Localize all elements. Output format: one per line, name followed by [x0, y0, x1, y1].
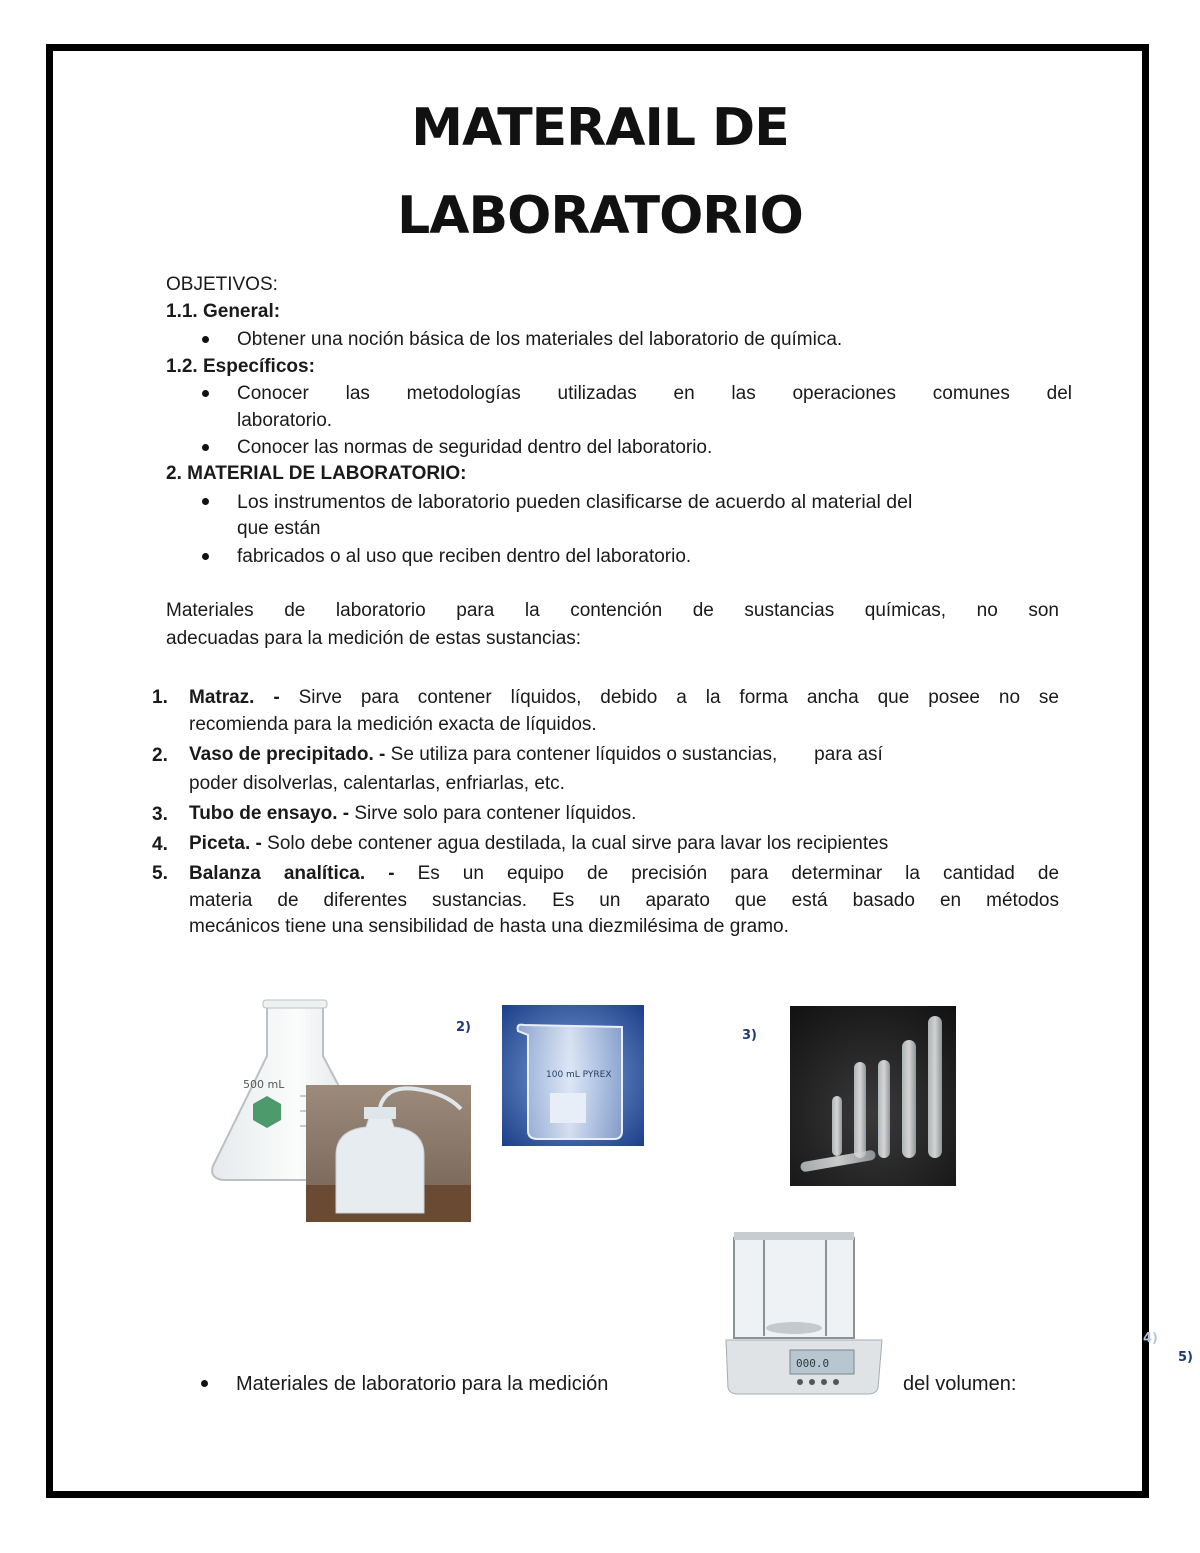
list-text: Es un equipo de precisión para determinar la cantidad de [394, 863, 1060, 884]
general-item: Obtener una noción básica de los materiales del laboratorio de química. [237, 329, 843, 350]
list-text: Sirve para contener líquidos, debido a la forma ancha que posee no se [279, 687, 1059, 708]
list-term: Tubo de ensayo. - [189, 803, 350, 824]
list-item-3 [189, 801, 636, 827]
list-item-4 [189, 831, 888, 857]
intro-line2: adecuadas para la medición de estas sustancias: [166, 628, 582, 649]
material-item-1-line2: que están [237, 518, 321, 539]
wash-bottle-image [306, 1085, 471, 1222]
general-label: 1.1. General: [166, 301, 281, 322]
bullet-icon [202, 553, 209, 560]
material-item-1-line1: Los instrumentos de laboratorio pueden clasificarse de acuerdo al material del [237, 491, 913, 513]
list-item-2-line2: poder disolverlas, calentarlas, enfriarlas, etc. [189, 773, 565, 794]
test-tubes-image [790, 1006, 956, 1186]
bullet-icon [202, 336, 209, 343]
list-item-1-line1 [189, 684, 1059, 711]
bottom-bullet-left: Materiales de laboratorio para la medición [236, 1373, 609, 1395]
balance-display: 000.0 [796, 1357, 830, 1370]
page-title-line2: LABORATORIO [397, 186, 803, 246]
list-number: 4. [152, 834, 168, 855]
list-text: Se utiliza para contener líquidos o sustancias, para así [385, 744, 883, 765]
list-item-1-line2: recomienda para la medición exacta de líquidos. [189, 714, 597, 735]
flask-marking: 500 mL [243, 1078, 285, 1091]
beaker-image [502, 1005, 644, 1146]
list-term: Piceta. - [189, 833, 262, 854]
figure-label-5: 5) [1178, 1350, 1193, 1365]
bottom-bullet-right: del volumen: [903, 1373, 1017, 1395]
objectives-heading: OBJETIVOS: [166, 274, 278, 295]
list-number: 5. [152, 863, 168, 884]
specific-item-2: Conocer las normas de seguridad dentro del laboratorio. [237, 437, 713, 458]
bullet-icon [202, 444, 209, 451]
list-item-5-line1 [189, 860, 1059, 887]
bullet-icon [202, 390, 209, 397]
list-number: 3. [152, 804, 168, 825]
list-term: Vaso de precipitado. - [189, 744, 386, 765]
material-section-label: 2. MATERIAL DE LABORATORIO: [166, 463, 467, 484]
figure-label-2: 2) [456, 1020, 471, 1035]
list-text: Solo debe contener agua destilada, la cual sirve para lavar los recipientes [261, 833, 889, 854]
bullet-icon [201, 1380, 208, 1387]
list-item-2-line1 [189, 742, 883, 768]
material-item-2: fabricados o al uso que reciben dentro del laboratorio. [237, 546, 692, 567]
list-term: Balanza analítica. - [189, 863, 395, 884]
list-term: Matraz. - [189, 687, 280, 708]
list-item-5-line2: materia de diferentes sustancias. Es un aparato que está basado en métodos [189, 890, 1059, 911]
intro-line1: Materiales de laboratorio para la contención de sustancias químicas, no son [166, 600, 1059, 621]
list-number: 1. [152, 687, 168, 708]
specific-item-1-line2: laboratorio. [237, 410, 333, 431]
specific-label: 1.2. Específicos: [166, 356, 315, 377]
beaker-marking: 100 mL PYREX [546, 1070, 612, 1080]
specific-item-1-line1: Conocer las metodologías utilizadas en las operaciones comunes del [237, 383, 1072, 404]
list-text: Sirve solo para contener líquidos. [349, 803, 637, 824]
analytical-balance-image [722, 1228, 886, 1400]
figure-label-4: 4) [1143, 1331, 1158, 1346]
page-title-line1: MATERAIL DE [411, 98, 789, 158]
list-item-5-line3: mecánicos tiene una sensibilidad de hasta una diezmilésima de gramo. [189, 916, 789, 937]
list-number: 2. [152, 745, 168, 766]
bullet-icon [202, 498, 209, 505]
figure-label-3: 3) [742, 1028, 757, 1043]
